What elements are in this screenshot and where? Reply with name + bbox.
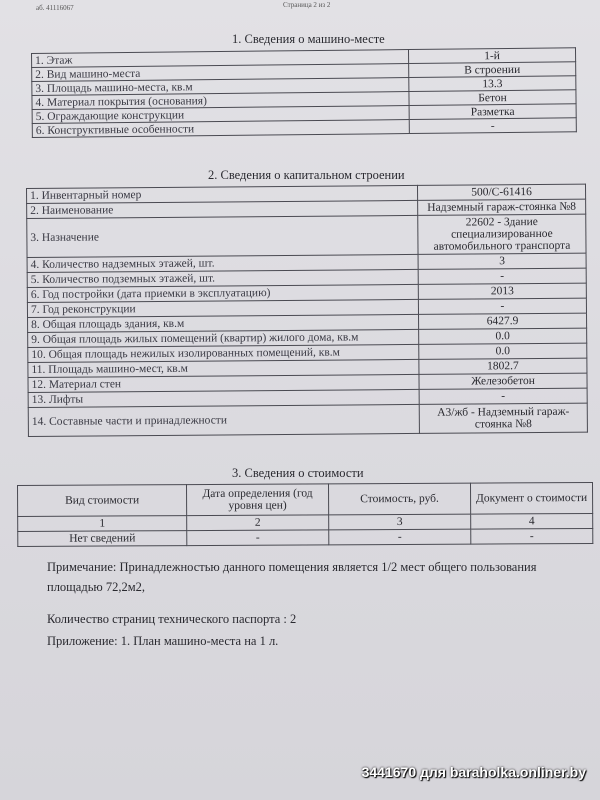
remark-line-2: площадью 72,2м2, — [47, 580, 146, 594]
row-value: 1802.7 — [419, 358, 587, 374]
table-header-row — [18, 482, 593, 516]
row-value: 1-й — [408, 48, 575, 64]
row-value: A3/жб - Надземный гараж-стоянка №8 — [419, 403, 587, 433]
column-number: 1 — [18, 516, 187, 532]
row-label: 4. Материал покрытия (основания) — [32, 92, 409, 110]
appendix-text: Приложение: 1. План машино-места на 1 л. — [47, 634, 279, 648]
row-value: Надземный гараж-стоянка №8 — [418, 199, 586, 215]
section3-title: 3. Сведения о стоимости — [232, 466, 364, 480]
row-label: 3. Назначение — [27, 215, 418, 257]
column-header: Стоимость, руб. — [328, 483, 470, 515]
row-label: 2. Наименование — [27, 200, 418, 218]
row-value: 13.3 — [409, 76, 576, 92]
row-value: Бетон — [409, 90, 576, 106]
column-header: Дата определения (год уровня цен) — [187, 484, 329, 516]
row-value: 22602 - Здание специализированное автомобильного транспорта — [418, 214, 586, 254]
column-number: 4 — [471, 513, 593, 529]
row-label: 7. Год реконструкции — [27, 299, 418, 317]
remark-line-1: Примечание: Принадлежностью данного помещения является 1/2 мест общего пользования — [47, 560, 537, 574]
pages-count-text: Количество страниц технического паспорта : 2 — [47, 612, 297, 626]
row-value: - — [418, 298, 586, 314]
column-number: 2 — [187, 515, 329, 531]
row-label: 12. Материал стен — [28, 374, 419, 392]
row-label: 11. Площадь машино-мест, кв.м — [28, 359, 419, 377]
row-label: 5. Ограждающие конструкции — [32, 106, 409, 124]
row-label: 3. Площадь машино-места, кв.м — [32, 78, 409, 96]
parking-space-table — [31, 47, 577, 138]
row-value: 0.0 — [419, 343, 587, 359]
row-value: - — [409, 118, 576, 134]
row-label: 10. Общая площадь нежилых изолированных помещений, кв.м — [28, 344, 419, 362]
table-cell: - — [187, 530, 329, 546]
row-value: В строении — [409, 62, 576, 78]
page-number: Страница 2 из 2 — [283, 1, 331, 9]
row-value: 3 — [418, 253, 586, 269]
row-label: 9. Общая площадь жилых помещений (квартир) жилого дома, кв.м — [28, 329, 419, 347]
cost-table — [17, 482, 593, 547]
table-row — [28, 403, 587, 436]
table-row — [27, 214, 586, 257]
row-label: 2. Вид машино-места — [32, 64, 409, 82]
building-table — [26, 184, 588, 437]
row-value: 500/C-61416 — [417, 184, 585, 200]
row-value: Разметка — [409, 104, 576, 120]
column-header: Вид стоимости — [18, 485, 187, 517]
row-label: 13. Лифты — [28, 389, 419, 407]
table-row — [18, 528, 593, 546]
row-label: 5. Количество подземных этажей, шт. — [27, 269, 418, 287]
row-value: 6427.9 — [419, 313, 587, 329]
table-cell: Нет сведений — [18, 531, 187, 547]
row-label: 14. Составные части и принадлежности — [28, 404, 419, 436]
row-value: Железобетон — [419, 373, 587, 389]
column-number: 3 — [329, 514, 471, 530]
row-label: 6. Конструктивные особенности — [32, 120, 409, 138]
row-label: 1. Инвентарный номер — [27, 185, 418, 203]
document-code: аб. 41116067 — [36, 4, 74, 12]
row-label: 8. Общая площадь здания, кв.м — [28, 314, 419, 332]
table-cell: - — [471, 528, 593, 544]
section1-title: 1. Сведения о машино-месте — [232, 32, 385, 46]
row-label: 1. Этаж — [32, 50, 409, 68]
watermark: 3441670 для baraholka.onliner.by — [361, 764, 586, 780]
row-value: 0.0 — [419, 328, 587, 344]
row-value: - — [418, 268, 586, 284]
section2-title: 2. Сведения о капитальном строении — [208, 168, 405, 182]
column-header: Документ о стоимости — [470, 482, 592, 514]
row-value: 2013 — [418, 283, 586, 299]
table-cell: - — [329, 529, 471, 545]
row-value: - — [419, 388, 587, 404]
row-label: 4. Количество надземных этажей, шт. — [27, 254, 418, 272]
row-label: 6. Год постройки (дата приемки в эксплуатацию) — [27, 284, 418, 302]
